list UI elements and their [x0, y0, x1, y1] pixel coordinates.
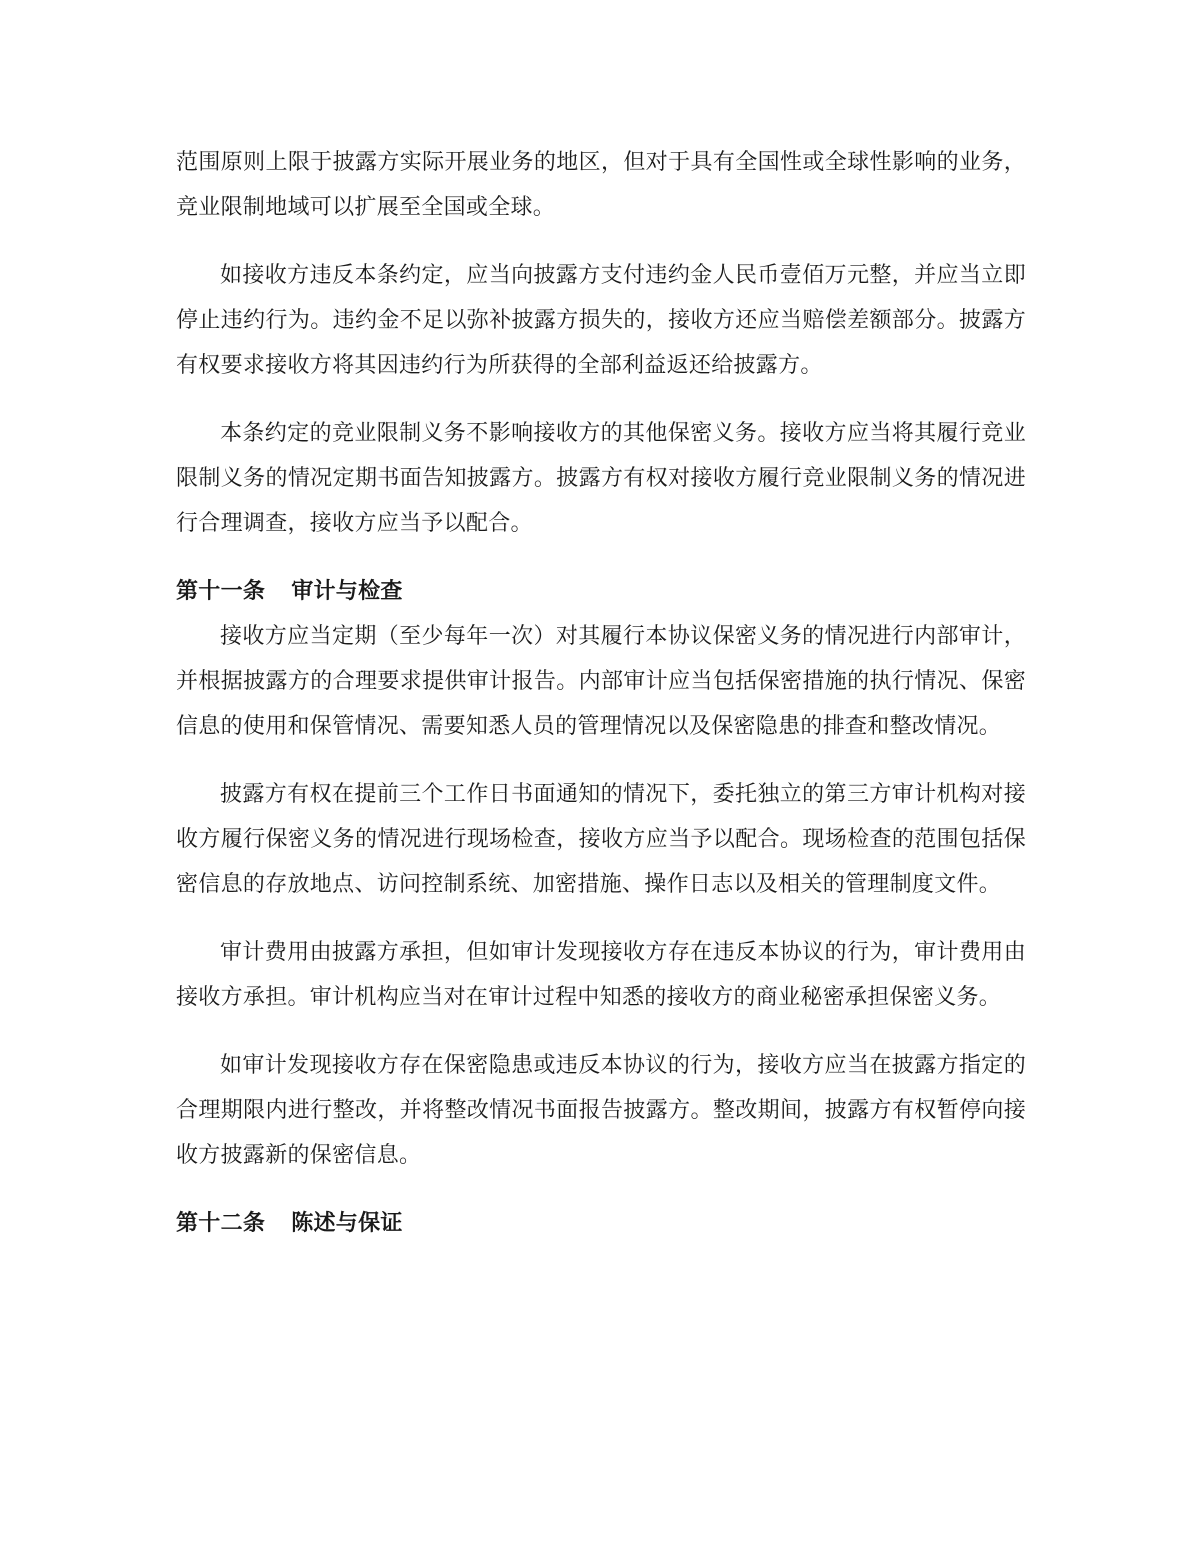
- paragraph-penalty: 如接收方违反本条约定，应当向披露方支付违约金人民币壹佰万元整，并应当立即停止违约行为。违约金不足以弥补披露方损失的，接收方还应当赔偿差额部分。披露方有权要求接收方将其因违约行为所获得的全部利益返还给披露方。: [176, 263, 1026, 378]
- article-number: 第十一条: [176, 579, 266, 604]
- paragraph-rectification: 如审计发现接收方存在保密隐患或违反本协议的行为，接收方应当在披露方指定的合理期限内进行整改，并将整改情况书面报告披露方。整改期间，披露方有权暂停向接收方披露新的保密信息。: [176, 1053, 1026, 1168]
- article-title: 审计与检查: [291, 579, 403, 604]
- paragraph-audit-cost: 审计费用由披露方承担，但如审计发现接收方存在违反本协议的行为，审计费用由接收方承担。审计机构应当对在审计过程中知悉的接收方的商业秘密承担保密义务。: [176, 940, 1026, 1010]
- document-page: [176, 140, 1026, 1246]
- paragraph-onsite-inspection: 披露方有权在提前三个工作日书面通知的情况下，委托独立的第三方审计机构对接收方履行保密义务的情况进行现场检查，接收方应当予以配合。现场检查的范围包括保密信息的存放地点、访问控制系统、加密措施、操作日志以及相关的管理制度文件。: [176, 782, 1026, 897]
- paragraph-continued: 范围原则上限于披露方实际开展业务的地区，但对于具有全国性或全球性影响的业务，竞业限制地域可以扩展至全国或全球。: [176, 150, 1026, 220]
- section-heading-article-12: [176, 1201, 1026, 1246]
- section-heading-article-11: [176, 569, 1026, 614]
- paragraph-internal-audit: 接收方应当定期（至少每年一次）对其履行本协议保密义务的情况进行内部审计，并根据披露方的合理要求提供审计报告。内部审计应当包括保密措施的执行情况、保密信息的使用和保管情况、需要知悉人员的管理情况以及保密隐患的排查和整改情况。: [176, 624, 1026, 739]
- paragraph-noncompete-scope: 本条约定的竞业限制义务不影响接收方的其他保密义务。接收方应当将其履行竞业限制义务的情况定期书面告知披露方。披露方有权对接收方履行竞业限制义务的情况进行合理调查，接收方应当予以配合。: [176, 421, 1026, 536]
- article-number: 第十二条: [176, 1211, 266, 1236]
- article-title: 陈述与保证: [291, 1211, 403, 1236]
